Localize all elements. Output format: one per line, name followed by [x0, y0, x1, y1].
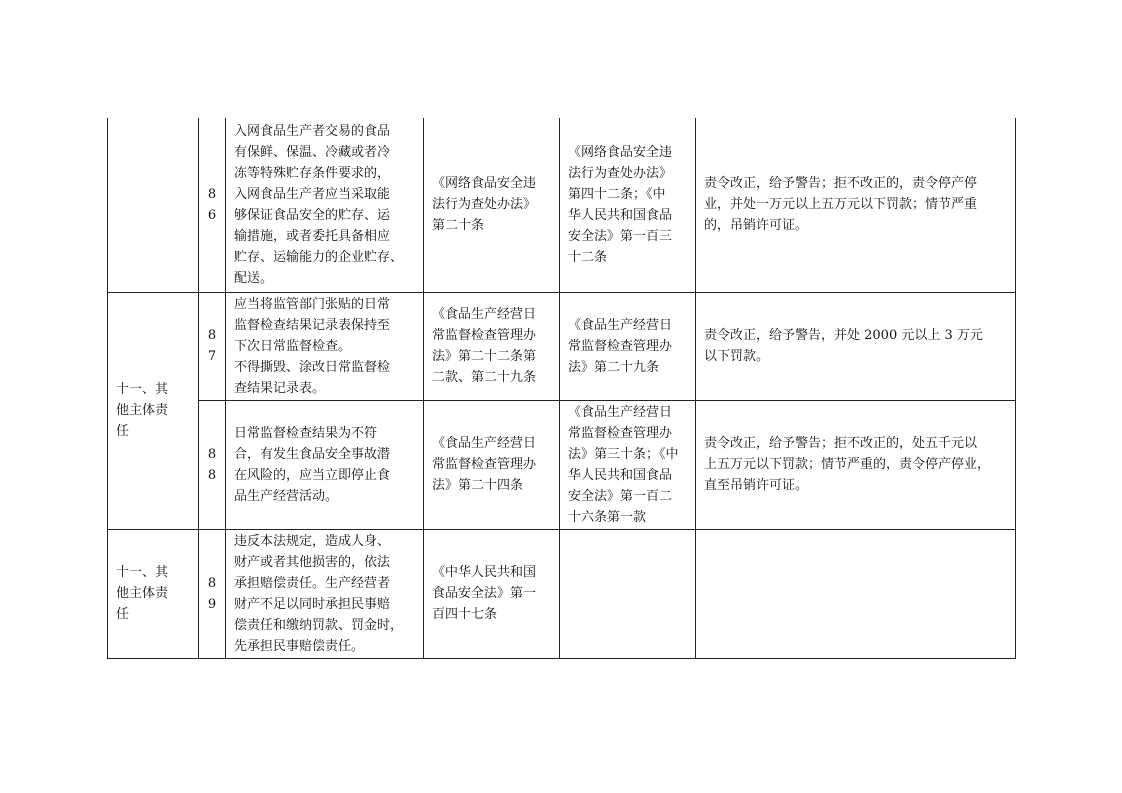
responsibility-cell [696, 529, 1016, 658]
item-number-cell: 89 [199, 529, 226, 658]
responsibility-cell: 责令改正，给予警告；拒不改正的，责令停产停 业，并处一万元以上五万元以下罚款；情节严重 的，吊销许可证。 [696, 118, 1016, 292]
legal-basis-cell: 《中华人民共和国 食品安全法》第一 百四十七条 [424, 529, 560, 658]
penalty-basis-cell: 《食品生产经营日 常监督检查管理办 法》第二十九条 [560, 292, 696, 400]
subject-cell [108, 118, 199, 292]
duty-cell: 违反本法规定，造成人身、 财产或者其他损害的，依法 承担赔偿责任。生产经营者 财产不足以同时承担民事赔 偿责任和缴纳罚款、罚金时， 先承担民事赔偿责任。 [226, 529, 424, 658]
item-number-cell: 87 [199, 292, 226, 400]
item-number-cell: 88 [199, 400, 226, 529]
subject-cell: 十一、其 他主体责 任 [108, 292, 199, 529]
item-number-cell: 86 [199, 118, 226, 292]
subject-cell: 十一、其 他主体责 任 [108, 529, 199, 658]
duty-cell: 日常监督检查结果为不符 合，有发生食品安全事故潜 在风险的，应当立即停止食 品生产经营活动。 [226, 400, 424, 529]
table-row [108, 400, 1016, 529]
duty-cell: 入网食品生产者交易的食品 有保鲜、保温、冷藏或者冷 冻等特殊贮存条件要求的， 入网食品生产者应当采取能 够保证食品安全的贮存、运 输措施，或者委托具备相应 贮存、运输能力的企业贮存、 配送。 [226, 118, 424, 292]
table-row [108, 118, 1016, 292]
penalty-basis-cell: 《食品生产经营日 常监督检查管理办 法》第三十条；《中 华人民共和国食品 安全法》第一百二 十六条第一款 [560, 400, 696, 529]
regulation-table [107, 118, 1016, 659]
penalty-basis-cell: 《网络食品安全违 法行为查处办法》 第四十二条；《中 华人民共和国食品 安全法》第一百三 十二条 [560, 118, 696, 292]
legal-basis-cell: 《网络食品安全违 法行为查处办法》 第二十条 [424, 118, 560, 292]
penalty-basis-cell [560, 529, 696, 658]
table-row [108, 292, 1016, 400]
legal-basis-cell: 《食品生产经营日 常监督检查管理办 法》第二十二条第 二款、第二十九条 [424, 292, 560, 400]
responsibility-cell: 责令改正，给予警告，并处 2000 元以上 3 万元 以下罚款。 [696, 292, 1016, 400]
duty-cell: 应当将监管部门张贴的日常 监督检查结果记录表保持至 下次日常监督检查。 不得撕毁、涂改日常监督检 查结果记录表。 [226, 292, 424, 400]
table-row [108, 529, 1016, 658]
responsibility-cell: 责令改正，给予警告；拒不改正的，处五千元以 上五万元以下罚款；情节严重的，责令停产停业， 直至吊销许可证。 [696, 400, 1016, 529]
legal-basis-cell: 《食品生产经营日 常监督检查管理办 法》第二十四条 [424, 400, 560, 529]
